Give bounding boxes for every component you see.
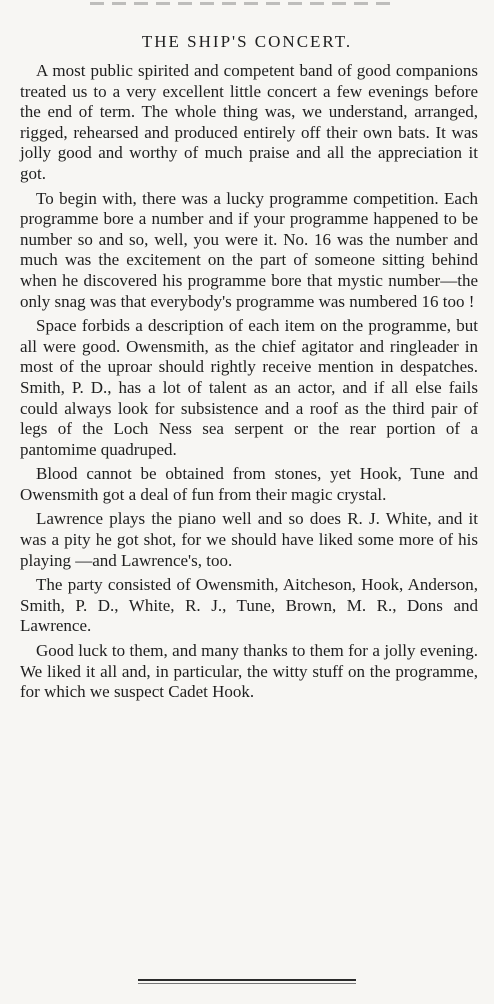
article-body: [20, 61, 478, 707]
paragraph: Space forbids a description of each item on the programme, but all were good. Owensmith, as the chief agitator and ringleader in most of the uproar should rightly receive mention in despatches. Smith, P. D., has a lot of talent as an actor, and if all else fails could always look for subsistence and a roof as the third pair of legs of the Loch Ness sea serpent or the rear portion of a pantomime quadruped.: [20, 316, 478, 459]
paragraph: Lawrence plays the piano well and so does R. J. White, and it was a pity he got shot, for we should have liked some more of his playing —and Lawrence's, too.: [20, 509, 478, 570]
paragraph: A most public spirited and competent band of good companions treated us to a very excellent little concert a few evenings before the end of term. The whole thing was, we understand, arranged, rigged, rehearsed and produced entirely off their own bats. It was jolly good and worthy of much praise and all the appreciation it got.: [20, 61, 478, 183]
paragraph: The party consisted of Owensmith, Aitcheson, Hook, Anderson, Smith, P. D., White, R. J., Tune, Brown, M. R., Dons and Lawrence.: [20, 575, 478, 636]
paragraph: Good luck to them, and many thanks to them for a jolly evening. We liked it all and, in particular, the witty stuff on the programme, for which we suspect Cadet Hook.: [20, 641, 478, 702]
bottom-divider-thin: [138, 983, 356, 984]
bottom-divider: [138, 979, 356, 981]
paragraph: To begin with, there was a lucky programme competition. Each programme bore a number and if your programme happened to be number so and so, well, you were it. No. 16 was the number and much was the excitement on the part of someone sitting behind when he discovered his programme bore that mystic number—the only snag was that everybody's programme was numbered 16 too !: [20, 188, 478, 311]
article-title: THE SHIP'S CONCERT.: [141, 32, 353, 51]
top-divider: [90, 2, 394, 5]
paragraph: Blood cannot be obtained from stones, yet Hook, Tune and Owensmith got a deal of fun from their magic crystal.: [20, 464, 478, 504]
